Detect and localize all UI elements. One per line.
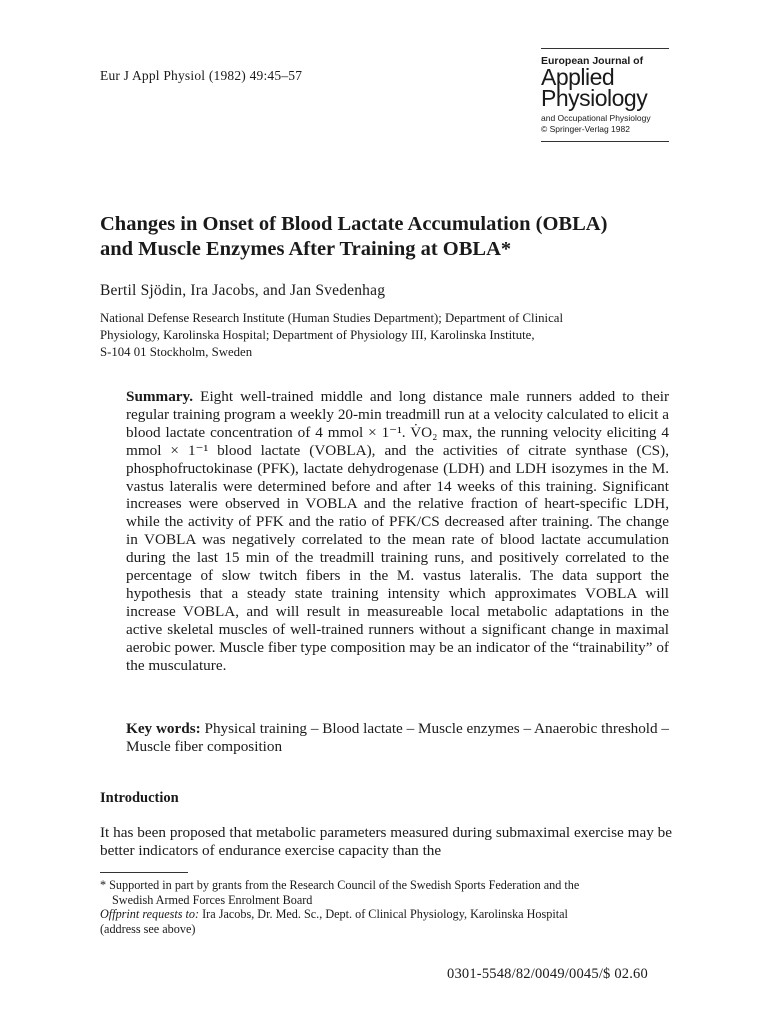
support-footnote-line-2: Swedish Armed Forces Enrolment Board — [112, 892, 313, 907]
offprint-text: Ira Jacobs, Dr. Med. Sc., Dept. of Clinical Physiology, Karolinska Hospital — [202, 907, 568, 922]
affiliation-line-3: S-104 01 Stockholm, Sweden — [100, 345, 253, 359]
footnotes — [100, 878, 672, 936]
keywords-text: Physical training – Blood lactate – Muscle enzymes – Anaerobic threshold – Muscle fiber composition — [126, 720, 670, 755]
offprint-label: Offprint requests to: — [100, 907, 200, 922]
article-code: 0301-5548/82/0049/0045/$ 02.60 — [447, 966, 648, 982]
keywords-label: Key words: — [126, 720, 201, 737]
journal-masthead — [541, 48, 671, 142]
summary-paragraph — [126, 388, 669, 675]
title-line-2: and Muscle Enzymes After Training at OBLA* — [100, 238, 512, 260]
support-footnote-line-1: * Supported in part by grants from the Research Council of the Swedish Sports Federation and the — [100, 878, 580, 892]
journal-citation: Eur J Appl Physiol (1982) 49:45–57 — [100, 68, 303, 83]
affiliation-line-2: Physiology, Karolinska Hospital; Department of Physiology III, Karolinska Institute, — [100, 328, 535, 342]
affiliations — [100, 310, 670, 361]
masthead-subtitle: and Occupational Physiology — [541, 113, 651, 123]
masthead-top-rule — [541, 48, 669, 49]
summary-label: Summary. — [126, 388, 194, 405]
masthead-small-title: European Journal of — [541, 55, 644, 67]
masthead-title-physiology: Physiology — [541, 85, 648, 111]
footnote-rule — [100, 872, 188, 873]
masthead-title-applied: Applied — [541, 64, 615, 90]
summary-text: Eight well-trained middle and long distance male runners added to their regular training program a weekly 20-min treadmill run at a velocity calculated to elicit a blood lactate concentration of 4 mmol × 1⁻¹. V̇O₂ max, the running velocity eliciting 4 mmol × 1⁻¹ blood lactate (VOBLA), and the activities of citrate synthase (CS), phosphofructokinase (PFK), lactate dehydrogenase (LDH) and LDH isozymes in the M. vastus lateralis were determined before and after 14 weeks of this training. Significant increases were observed in VOBLA and the relative fraction of heart-specific LDH, while the activity of PFK and the ratio of PFK/CS decreased after training. The change in VOBLA was negatively correlated to the mean rate of blood lactate accumulation during the last 15 min of the treadmill training runs, and positively correlated to the percentage of slow twitch fibers in the M. vastus lateralis. The data support the hypothesis that a steady state training intensity which approximates VOBLA will increase VOBLA, and will result in measureable local metabolic adaptations in the active skeletal muscles of well-trained runners without a significant change in maximal aerobic power. Muscle fiber type composition may be an indicator of the “trainability” of the musculature. — [126, 388, 669, 674]
masthead-copyright: © Springer-Verlag 1982 — [541, 124, 630, 134]
author-list: Bertil Sjödin, Ira Jacobs, and Jan Svedenhag — [100, 282, 386, 299]
affiliation-line-1: National Defense Research Institute (Human Studies Department); Department of Clinical — [100, 311, 564, 325]
article-title — [100, 212, 680, 262]
introduction-heading: Introduction — [100, 790, 179, 806]
introduction-paragraph: It has been proposed that metabolic parameters measured during submaximal exercise may be better indicators of endurance exercise capacity than the — [100, 824, 672, 859]
offprint-line-1 — [100, 907, 672, 922]
title-line-1: Changes in Onset of Blood Lactate Accumulation (OBLA) — [100, 213, 608, 235]
offprint-line-2: (address see above) — [100, 921, 196, 936]
masthead-bottom-rule — [541, 141, 669, 142]
keywords-paragraph — [126, 720, 669, 756]
